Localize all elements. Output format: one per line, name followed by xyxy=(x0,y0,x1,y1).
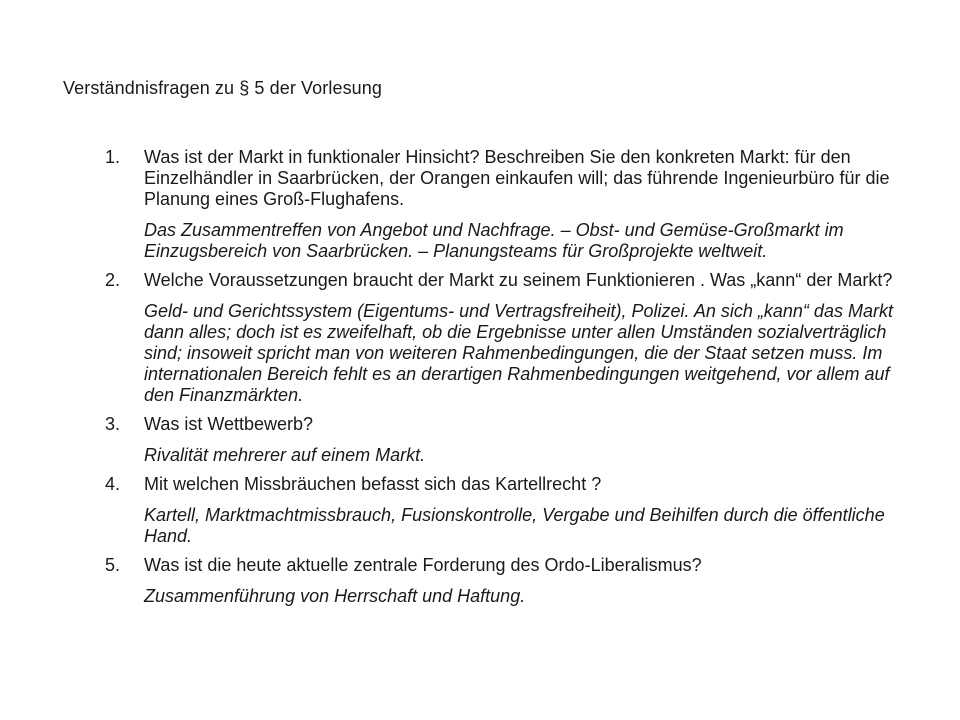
item-number: 1. xyxy=(105,147,121,167)
question-list xyxy=(105,147,910,607)
list-item xyxy=(105,555,910,607)
item-number: 4. xyxy=(105,474,121,494)
list-item xyxy=(105,414,910,466)
item-number: 5. xyxy=(105,555,121,575)
question-text: Welche Voraussetzungen braucht der Markt zu seinem Funktionieren . Was „kann“ der Markt? xyxy=(144,270,893,290)
item-body xyxy=(144,414,910,466)
answer-text: Zusammenführung von Herrschaft und Haftung. xyxy=(144,586,526,606)
question-text: Mit welchen Missbräuchen befasst sich das Kartellrecht ? xyxy=(144,474,602,494)
item-body xyxy=(144,147,910,262)
list-item xyxy=(105,270,910,406)
item-number: 2. xyxy=(105,270,121,290)
page-title: Verständnisfragen zu § 5 der Vorlesung xyxy=(63,78,383,98)
question-text: Was ist der Markt in funktionaler Hinsicht? Beschreiben Sie den konkreten Markt: für den Einzelhändler in Saarbrücken, der Orangen einkaufen will; das führende Ingenieurbüro für die Planung eines Groß-Flughafens. xyxy=(144,147,890,209)
item-number: 3. xyxy=(105,414,121,434)
answer-text: Das Zusammentreffen von Angebot und Nachfrage. – Obst- und Gemüse-Großmarkt im Einzugsbereich von Saarbrücken. – Planungsteams für Großprojekte weltweit. xyxy=(144,220,844,261)
item-body xyxy=(144,270,910,406)
item-body xyxy=(144,474,910,547)
list-item xyxy=(105,474,910,547)
list-item xyxy=(105,147,910,262)
item-body xyxy=(144,555,910,607)
question-text: Was ist Wettbewerb? xyxy=(144,414,314,434)
answer-text: Rivalität mehrerer auf einem Markt. xyxy=(144,445,426,465)
answer-text: Geld- und Gerichtssystem (Eigentums- und Vertragsfreiheit), Polizei. An sich „kann“ das Markt dann alles; doch ist es zweifelhaft, ob die Ergebnisse unter allen Umständen sozialverträglich sind; insoweit spricht man von weiteren Rahmenbedingungen, die der Staat setzen muss. Im internationalen Bereich fehlt es an derartigen Rahmenbedingungen weitgehend, vor allem auf den Finanzmärkten. xyxy=(144,301,893,405)
answer-text: Kartell, Marktmachtmissbrauch, Fusionskontrolle, Vergabe und Beihilfen durch die öffentliche Hand. xyxy=(144,505,885,546)
question-text: Was ist die heute aktuelle zentrale Forderung des Ordo-Liberalismus? xyxy=(144,555,702,575)
